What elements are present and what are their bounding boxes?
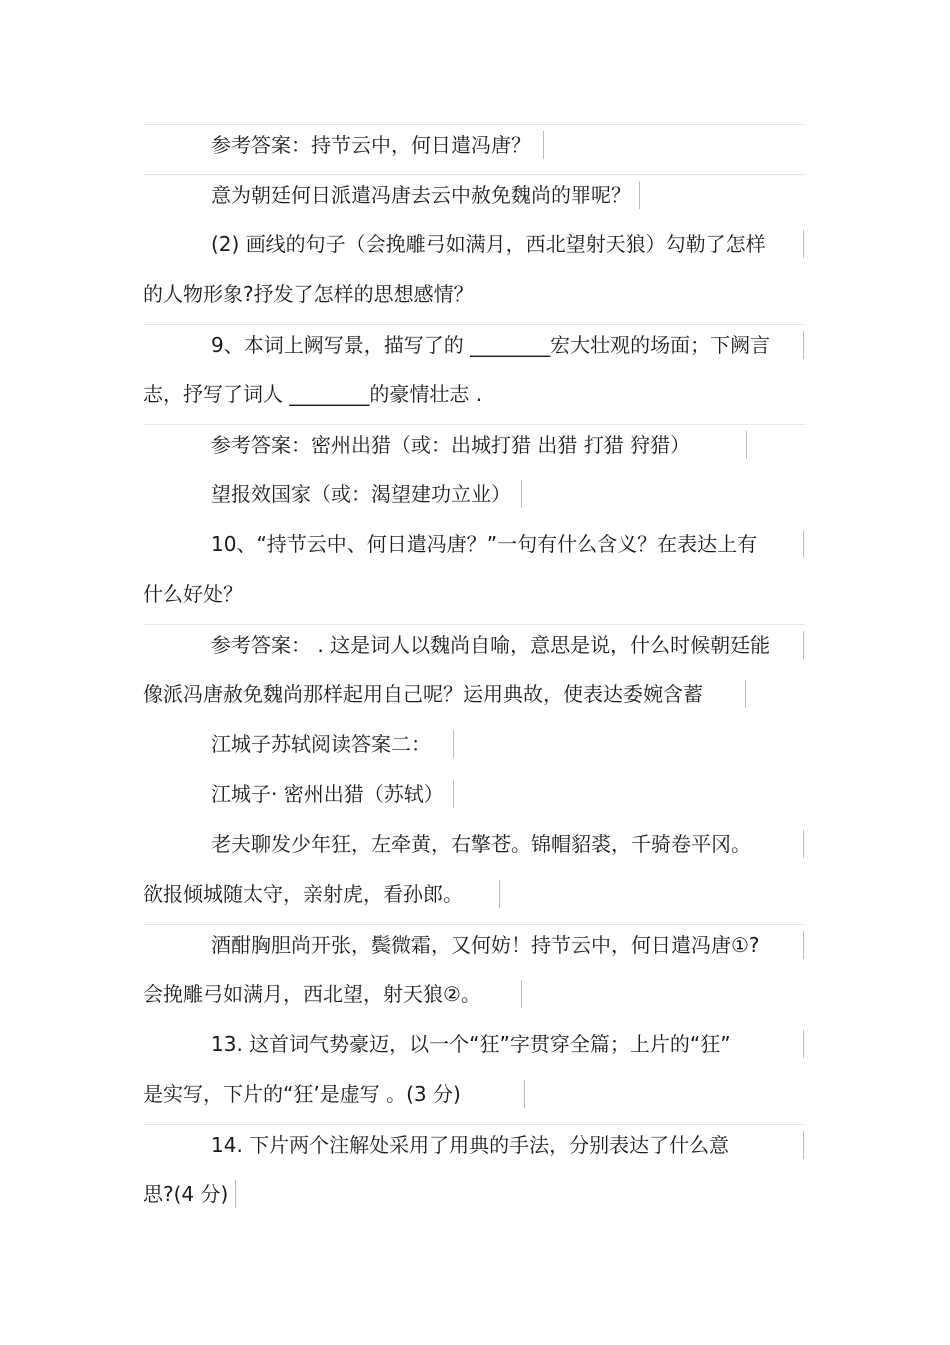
line-end-marker: [803, 1030, 804, 1058]
line-end-marker: [803, 631, 804, 659]
line-end-marker: [453, 780, 454, 808]
line-text: 老夫聊发少年狂，左牵黄，右擎苍。锦帽貂裘，千骑卷平冈。: [211, 832, 751, 856]
line-text: 会挽雕弓如满月，西北望，射天狼②。: [143, 982, 481, 1006]
poem-line: [143, 824, 805, 864]
poem-line: [143, 924, 805, 964]
line-text: 欲报倾城随太守，亲射虎，看孙郎。: [143, 882, 463, 906]
line-end-marker: [521, 980, 522, 1008]
question-line: [143, 224, 805, 264]
line-end-marker: [543, 131, 544, 159]
line-text: (2) 画线的句子（会挽雕弓如满月，西北望射天狼）勾勒了怎样: [211, 232, 766, 256]
question-line: [143, 524, 805, 564]
question-line: [143, 1174, 805, 1214]
line-end-marker: [803, 331, 804, 359]
line-text: 望报效国家（或：渴望建功立业）: [211, 482, 511, 506]
line-text: 9、本词上阙写景，描写了的 ________宏大壮观的场面；下阙言: [211, 333, 771, 357]
line-end-marker: [499, 880, 500, 908]
answer-line: [143, 474, 805, 514]
line-text: 江城子· 密州出猎（苏轼）: [211, 782, 444, 806]
question-line: [143, 324, 805, 364]
answer-line: [143, 424, 805, 464]
line-text: 参考答案：持节云中，何日遣冯唐？: [211, 133, 531, 157]
line-text: 什么好处？: [143, 582, 243, 606]
question-line: [143, 1124, 805, 1164]
line-text: 10、“持节云中、何日遣冯唐？”一句有什么含义？在表达上有: [211, 532, 758, 556]
answer-line: [143, 674, 805, 714]
line-end-marker: [803, 230, 804, 258]
line-text: 13. 这首词气势豪迈，以一个“狂”字贯穿全篇；上片的“狂”: [211, 1032, 731, 1056]
answer-line: [143, 624, 805, 664]
line-end-marker: [524, 1080, 525, 1108]
line-end-marker: [803, 931, 804, 959]
line-text: 江城子苏轼阅读答案二：: [211, 732, 431, 756]
question-line: [143, 574, 805, 614]
question-line: [143, 1024, 805, 1064]
line-text: 志，抒写了词人 ________的豪情壮志 .: [143, 382, 483, 406]
line-end-marker: [235, 1180, 236, 1208]
poem-title: [143, 774, 805, 814]
line-text: 像派冯唐赦免魏尚那样起用自己呢？运用典故，使表达委婉含蓄: [143, 682, 703, 706]
answer-explanation-line: [143, 174, 805, 214]
line-end-marker: [803, 830, 804, 858]
question-line: [143, 1074, 805, 1114]
line-end-marker: [453, 730, 454, 758]
question-line: [143, 274, 805, 314]
line-text: 的人物形象?抒发了怎样的思想感情？: [143, 282, 474, 306]
line-end-marker: [639, 181, 640, 209]
line-text: 参考答案： . 这是词人以魏尚自喻，意思是说，什么时候朝廷能: [211, 633, 771, 657]
line-end-marker: [746, 431, 747, 459]
line-text: 是实写，下片的“狂’是虚写 。(3 分): [143, 1082, 461, 1106]
line-end-marker: [745, 680, 746, 708]
section-heading: [143, 724, 805, 764]
answer-line: [143, 124, 805, 164]
poem-line: [143, 974, 805, 1014]
poem-line: [143, 874, 805, 914]
line-text: 思?(4 分): [143, 1182, 229, 1206]
line-text: 14. 下片两个注解处采用了用典的手法，分别表达了什么意: [211, 1133, 730, 1157]
line-text: 意为朝廷何日派遣冯唐去云中赦免魏尚的罪呢？: [211, 183, 631, 207]
question-line: [143, 374, 805, 414]
line-text: 酒酣胸胆尚开张，鬓微霜，又何妨！持节云中，何日遣冯唐①?: [211, 933, 760, 957]
line-end-marker: [803, 1131, 804, 1159]
line-text: 参考答案：密州出猎（或：出城打猎 出猎 打猎 狩猎）: [211, 433, 691, 457]
line-end-marker: [803, 530, 804, 558]
line-end-marker: [521, 480, 522, 508]
